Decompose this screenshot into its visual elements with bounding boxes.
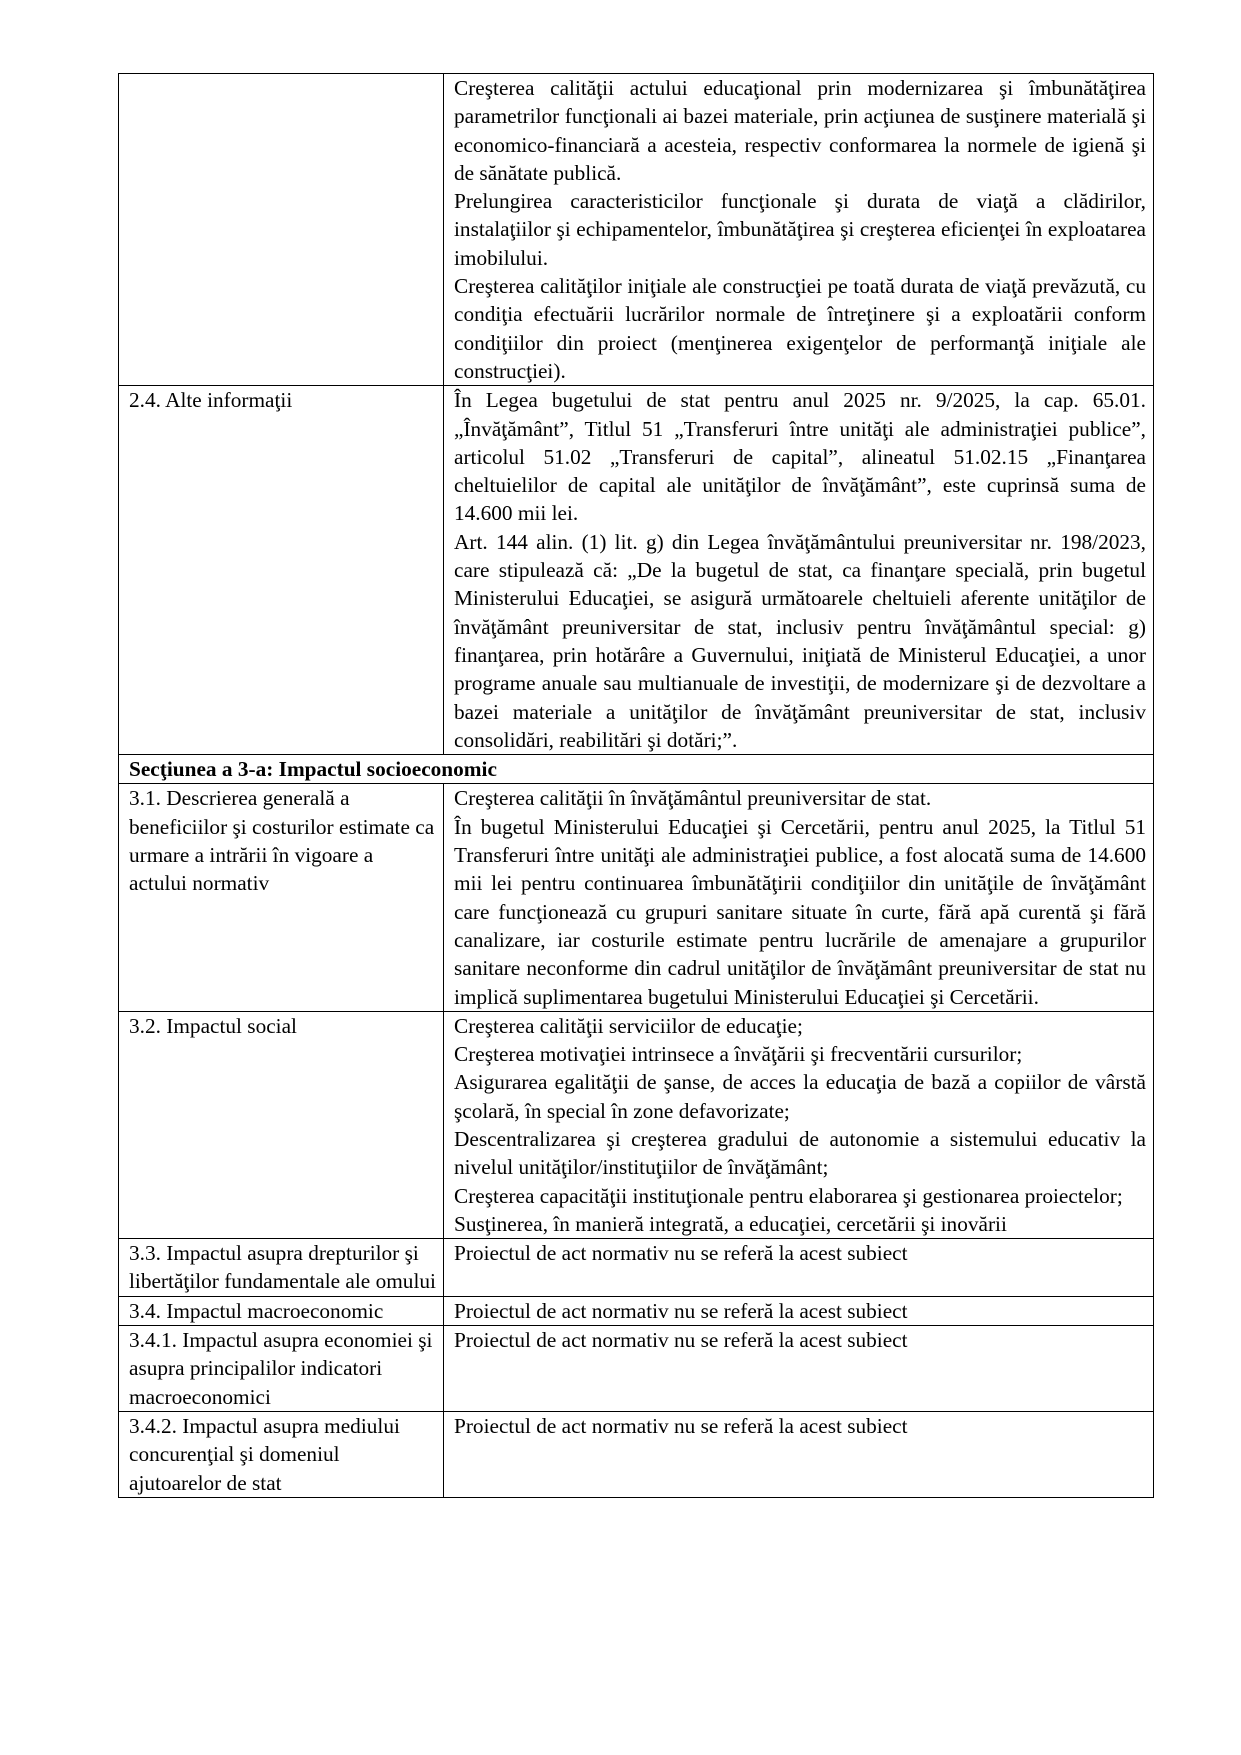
row-content [444,1239,1154,1297]
document-page [118,73,1153,1498]
paragraph: Creşterea calităţii actului educaţional prin modernizarea şi îmbunătăţirea parametrilor funcţionali ai bazei materiale, prin acţiunea de susţinere materială şi economico-financiară a acesteia, respectiv conformarea la normele de igienă şi de sănătate publică. [454,76,1146,185]
table-row [119,1239,1154,1297]
impact-table [118,73,1154,1498]
row-content [444,1411,1154,1497]
table-row [119,1011,1154,1238]
row-content [444,1326,1154,1412]
row-label [119,74,444,386]
paragraph: Proiectul de act normativ nu se referă la acest subiect [454,1413,908,1438]
paragraph: Descentralizarea şi creşterea gradului de autonomie a sistemului educativ la nivelul unităţilor/instituţiilor de învăţământ; [454,1126,1146,1180]
paragraph: Proiectul de act normativ nu se referă la acest subiect [454,1241,908,1266]
row-content [444,784,1154,1011]
paragraph: Creşterea motivaţiei intrinsece a învăţării şi frecventării cursurilor; [454,1042,1023,1067]
row-label: 3.4. Impactul macroeconomic [119,1296,444,1325]
paragraph: În bugetul Ministerului Educaţiei şi Cercetării, pentru anul 2025, la Titlul 51 Transferuri între unităţi ale administraţiei publice, a fost alocată suma de 14.600 mii lei pentru continuarea îmbunătăţirii condiţiilor din unităţile de învăţământ care funcţionează cu grupuri sanitare situate în curte, fără apă curentă şi fără canalizare, iar costurile estimate pentru lucrările de amenajare a grupurilor sanitare neconforme din cadrul unităţilor de învăţământ preuniversitar de stat nu implică suplimentarea bugetului Ministerului Educaţiei şi Cercetării. [454,814,1146,1009]
row-content [444,386,1154,755]
row-label: 3.1. Descrierea generală a beneficiilor şi costurilor estimate ca urmare a intrării în vigoare a actului normativ [119,784,444,1011]
section-row [119,755,1154,784]
row-content [444,74,1154,386]
table-row [119,1411,1154,1497]
table-row [119,1296,1154,1325]
table-row [119,74,1154,386]
paragraph: Proiectul de act normativ nu se referă la acest subiect [454,1298,908,1323]
row-content [444,1011,1154,1238]
section-heading: Secţiunea a 3-a: Impactul socioeconomic [119,755,1154,784]
row-label: 2.4. Alte informaţii [119,386,444,755]
paragraph: Art. 144 alin. (1) lit. g) din Legea învăţământului preuniversitar nr. 198/2023, care stipulează că: „De la bugetul de stat, ca finanţare specială, prin bugetul Ministerului Educaţiei, se asigură următoarele cheltuieli aferente unităţilor de învăţământ preuniversitar de stat, inclusiv pentru învăţământul special: g) finanţarea, prin hotărâre a Guvernului, iniţiată de Ministerul Educaţiei, a unor programe anuale sau multianuale de investiţii, de modernizare şi de dezvoltare a bazei materiale a unităţilor de învăţământ preuniversitar de stat, inclusiv consolidări, reabilitări şi dotări;”. [454,529,1146,752]
table-row [119,784,1154,1011]
row-content [444,1296,1154,1325]
paragraph: Creşterea capacităţii instituţionale pentru elaborarea şi gestionarea proiectelor; [454,1183,1123,1208]
row-label: 3.2. Impactul social [119,1011,444,1238]
table-row [119,386,1154,755]
paragraph: Proiectul de act normativ nu se referă la acest subiect [454,1328,908,1353]
paragraph: În Legea bugetului de stat pentru anul 2025 nr. 9/2025, la cap. 65.01. „Învăţământ”, Titlul 51 „Transferuri între unităţi ale administraţiei publice”, articolul 51.02 „Transferuri de capital”, alineatul 51.02.15 „Finanţarea cheltuielilor de capital ale unităţilor de învăţământ”, este cuprinsă suma de 14.600 mii lei. [454,388,1146,526]
paragraph: Creşterea calităţii în învăţământul preuniversitar de stat. [454,786,932,811]
paragraph: Susţinerea, în manieră integrată, a educaţiei, cercetării şi inovării [454,1211,1007,1236]
row-label: 3.4.1. Impactul asupra economiei şi asupra principalilor indicatori macroeconomici [119,1326,444,1412]
row-label: 3.4.2. Impactul asupra mediului concurenţial şi domeniul ajutoarelor de stat [119,1411,444,1497]
paragraph: Creşterea calităţilor iniţiale ale construcţiei pe toată durata de viaţă prevăzută, cu condiţia efectuării lucrărilor normale de întreţinere şi a exploatării conform condiţiilor din proiect (menţinerea exigenţelor de performanţă iniţiale ale construcţiei). [454,274,1146,383]
table-row [119,1326,1154,1412]
paragraph: Creşterea calităţii serviciilor de educaţie; [454,1013,803,1038]
paragraph: Asigurarea egalităţii de şanse, de acces la educaţia de bază a copiilor de vârstă şcolară, în special în zone defavorizate; [454,1070,1146,1123]
paragraph: Prelungirea caracteristicilor funcţionale şi durata de viaţă a clădirilor, instalaţiilor şi echipamentelor, îmbunătăţirea şi creşterea eficienţei în exploatarea imobilului. [454,189,1146,270]
row-label: 3.3. Impactul asupra drepturilor şi libertăţilor fundamentale ale omului [119,1239,444,1297]
